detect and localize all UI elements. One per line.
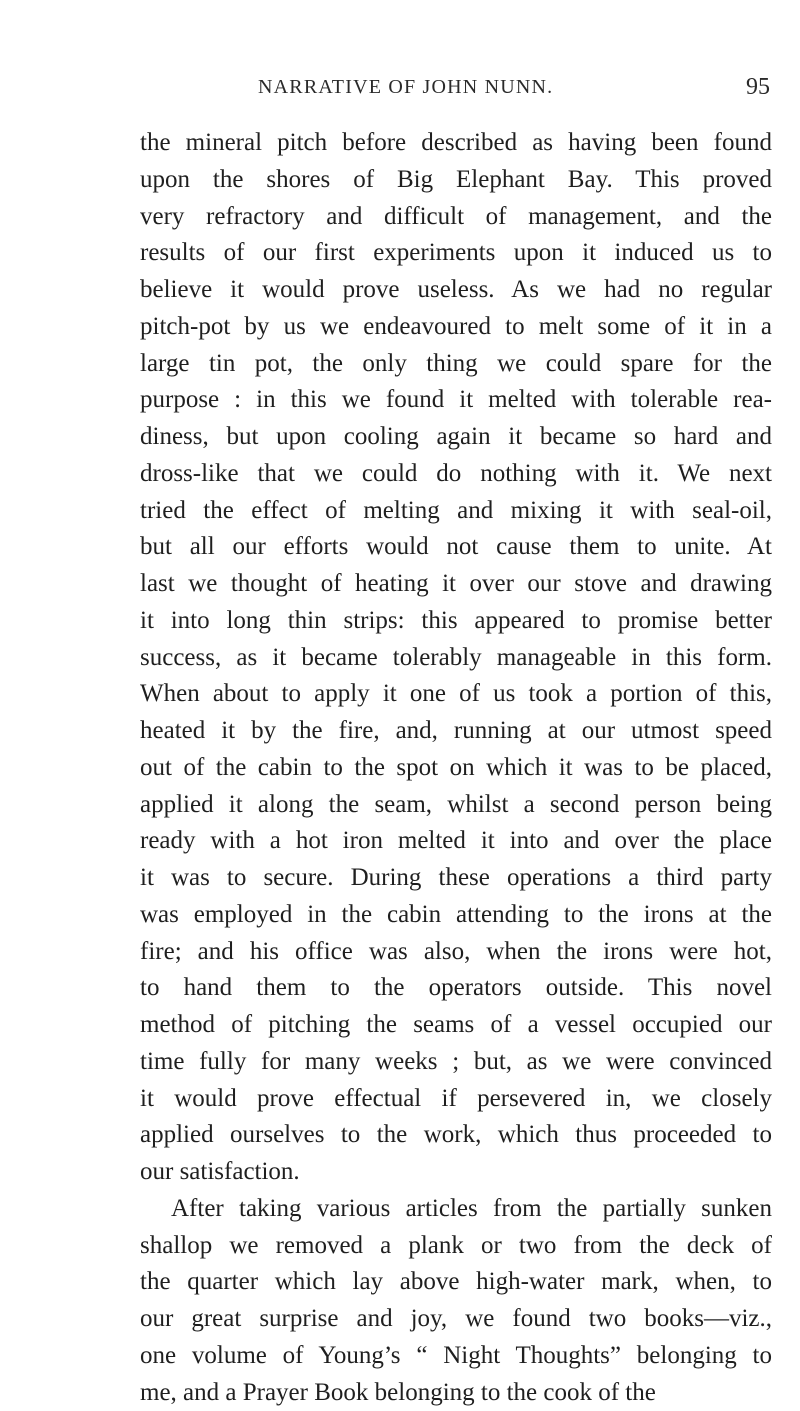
body-text [140,125,772,1411]
text-line: results of our first experiments upon it induced us to [140,235,772,272]
page-number: 95 [746,74,770,101]
text-line: it was to secure. During these operations a third party [140,860,772,897]
text-line: large tin pot, the only thing we could spare for the [140,346,772,383]
text-line: applied it along the seam, whilst a second person being [140,787,772,824]
text-line: ready with a hot iron melted it into and over the place [140,823,772,860]
text-line: heated it by the fire, and, running at our utmost speed [140,713,772,750]
text-line: but all our efforts would not cause them to unite. At [140,529,772,566]
running-head [140,76,770,106]
text-line: last we thought of heating it over our stove and drawing [140,566,772,603]
text-line: me, and a Prayer Book belonging to the cook of the [140,1375,772,1411]
text-line: it would prove effectual if persevered in, we closely [140,1081,772,1118]
paragraph [140,125,772,1191]
text-line: upon the shores of Big Elephant Bay. This proved [140,162,772,199]
text-line: shallop we removed a plank or two from the deck of [140,1228,772,1265]
text-line: one volume of Young’s “ Night Thoughts” belonging to [140,1338,772,1375]
text-line: our satisfaction. [140,1154,772,1191]
text-line: When about to apply it one of us took a portion of this, [140,676,772,713]
text-line: success, as it became tolerably manageable in this form. [140,640,772,677]
text-line: time fully for many weeks ; but, as we were convinced [140,1044,772,1081]
text-line: very refractory and difficult of management, and the [140,199,772,236]
text-line: the quarter which lay above high-water mark, when, to [140,1264,772,1301]
text-line: purpose : in this we found it melted with tolerable rea- [140,382,772,419]
text-line: was employed in the cabin attending to the irons at the [140,897,772,934]
text-line: fire; and his office was also, when the irons were hot, [140,934,772,971]
text-line: tried the effect of melting and mixing it with seal-oil, [140,493,772,530]
text-line: the mineral pitch before described as having been found [140,125,772,162]
text-line: applied ourselves to the work, which thus proceeded to [140,1117,772,1154]
text-line: method of pitching the seams of a vessel occupied our [140,1007,772,1044]
text-line: dross-like that we could do nothing with it. We next [140,456,772,493]
text-line: diness, but upon cooling again it became so hard and [140,419,772,456]
text-line: our great surprise and joy, we found two books—viz., [140,1301,772,1338]
text-line: believe it would prove useless. As we had no regular [140,272,772,309]
text-line: After taking various articles from the partially sunken [140,1191,772,1228]
text-line: to hand them to the operators outside. This novel [140,970,772,1007]
running-head-title: NARRATIVE OF JOHN NUNN. [258,76,553,99]
text-line: it into long thin strips: this appeared to promise better [140,603,772,640]
paragraph [140,1191,772,1411]
text-line: out of the cabin to the spot on which it was to be placed, [140,750,772,787]
text-line: pitch-pot by us we endeavoured to melt some of it in a [140,309,772,346]
